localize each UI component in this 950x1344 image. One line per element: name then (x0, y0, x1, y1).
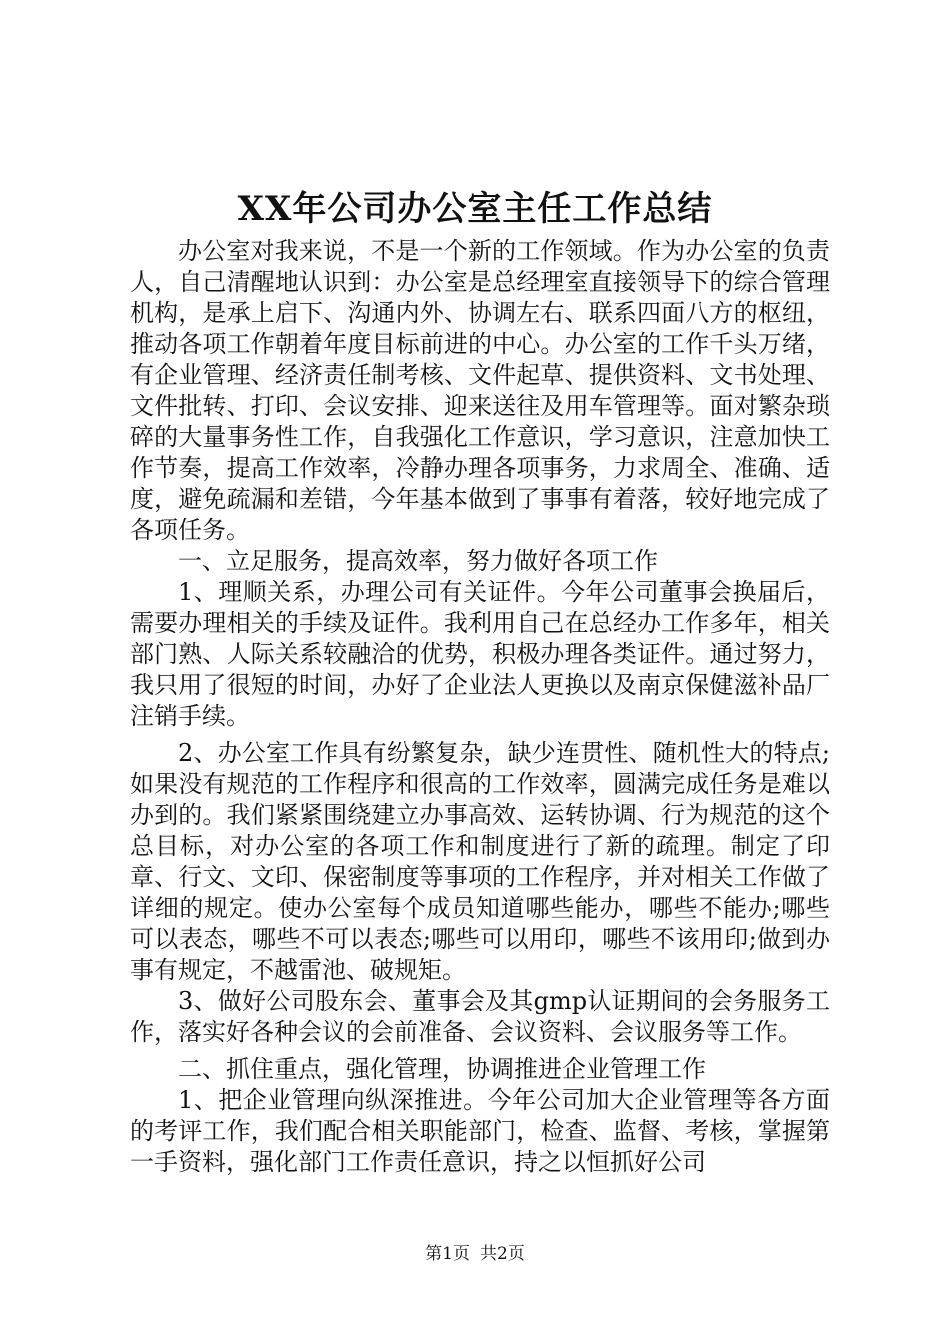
document-title: XX年公司办公室主任工作总结 (237, 189, 713, 229)
paragraph-1-3: 3、做好公司股东会、董事会及其gmp认证期间的会务服务工作，落实好各种会议的会前准备、会议资料、会议服务等工作。 (130, 987, 830, 1046)
paragraph-2-1: 1、把企业管理向纵深推进。今年公司加大企业管理等各方面的考评工作，我们配合相关职能部门，检查、监督、考核，掌握第一手资料，强化部门工作责任意识，持之以恒抓好公司 (130, 1086, 830, 1176)
section-heading-1: 一、立足服务，提高效率，努力做好各项工作 (178, 547, 658, 575)
page-total: 共2页 (480, 1244, 525, 1264)
paragraph-1-1: 1、理顺关系，办理公司有关证件。今年公司董事会换届后，需要办理相关的手续及证件。我利用自己在总经办工作多年，相关部门熟、人际关系较融洽的优势，积极办理各类证件。通过努力，我只用了很短的时间，办好了企业法人更换以及南京保健滋补品厂注销手续。 (130, 578, 830, 730)
paragraph-intro: 办公室对我来说，不是一个新的工作领域。作为办公室的负责人，自己清醒地认识到：办公室是总经理室直接领导下的综合管理机构，是承上启下、沟通内外、协调左右、联系四面八方的枢纽，推动各项工作朝着年度目标前进的中心。办公室的工作千头万绪，有企业管理、经济责任制考核、文件起草、提供资料、文书处理、文件批转、打印、会议安排、迎来送往及用车管理等。面对繁杂琐碎的大量事务性工作，自我强化工作意识，学习意识，注意加快工作节奏，提高工作效率，冷静办理各项事务，力求周全、准确、适度，避免疏漏和差错，今年基本做到了事事有着落，较好地完成了各项任务。 (130, 237, 830, 544)
paragraph-1-2: 2、办公室工作具有纷繁复杂，缺少连贯性、随机性大的特点;如果没有规范的工作程序和很高的工作效率，圆满完成任务是难以办到的。我们紧紧围绕建立办事高效、运转协调、行为规范的这个总目标，对办公室的各项工作和制度进行了新的疏理。制定了印章、行文、文印、保密制度等事项的工作程序，并对相关工作做了详细的规定。使办公室每个成员知道哪些能办，哪些不能办;哪些可以表态，哪些不可以表态;哪些可以用印，哪些不该用印;做到办事有规定，不越雷池、破规矩。 (130, 739, 830, 984)
document-body (130, 236, 830, 1178)
section-heading-2: 二、抓住重点，强化管理，协调推进企业管理工作 (178, 1055, 706, 1083)
page-footer (0, 1242, 950, 1266)
page-number: 第1页 (425, 1244, 470, 1264)
